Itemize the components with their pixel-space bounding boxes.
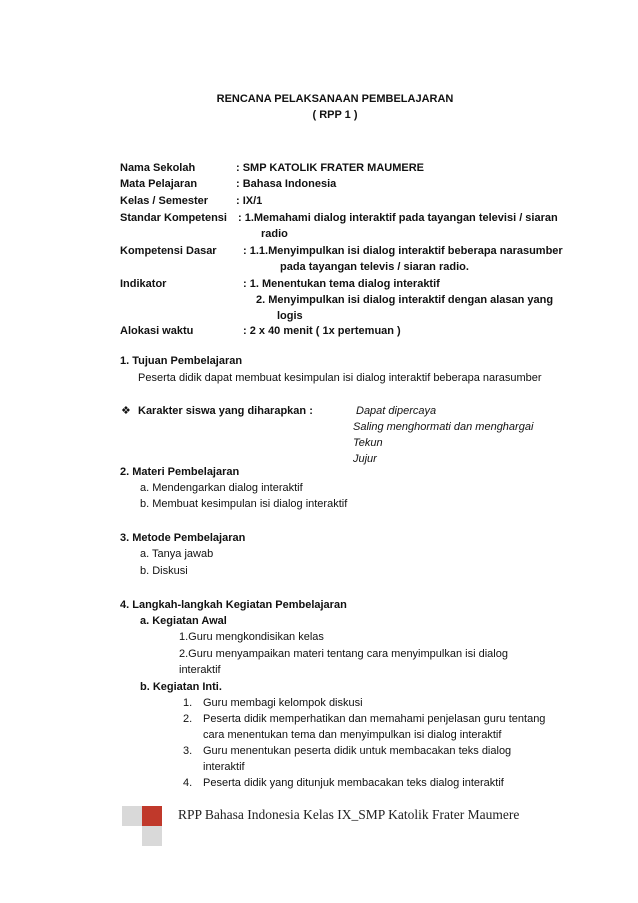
inti-item-text: Peserta didik yang ditunjuk membacakan teks dialog interaktif [203, 777, 504, 789]
value-kompetensi-dasar-cont: pada tayangan televis / siaran radio. [280, 261, 469, 273]
value-standar-kompetensi: : 1.Memahami dialog interaktif pada tayangan televisi / siaran [238, 212, 558, 224]
karakter-item: Dapat dipercaya [356, 405, 437, 417]
footer-grey-square [122, 806, 142, 826]
label-kompetensi-dasar: Kompetensi Dasar [120, 245, 217, 257]
karakter-item: Saling menghormati dan menghargai [353, 421, 534, 433]
kegiatan-awal-item: 1.Guru mengkondisikan kelas [179, 631, 324, 643]
value-indikator: : 1. Menentukan tema dialog interaktif [243, 278, 440, 290]
inti-item-text: Guru menentukan peserta didik untuk membacakan teks dialog [203, 745, 512, 757]
value-mata-pelajaran: : Bahasa Indonesia [236, 178, 337, 190]
footer-red-square [142, 806, 162, 826]
value-alokasi-waktu: : 2 x 40 menit ( 1x pertemuan ) [243, 325, 401, 337]
inti-item-text: Guru membagi kelompok diskusi [203, 697, 363, 709]
diamond-bullet-icon: ❖ [121, 404, 131, 417]
inti-item-number: 2. [183, 713, 193, 725]
kegiatan-awal-item: 2.Guru menyampaikan materi tentang cara menyimpulkan isi dialog [179, 648, 508, 660]
label-alokasi-waktu: Alokasi waktu [120, 325, 194, 337]
value-indikator-cont2: logis [277, 310, 303, 322]
inti-item-number: 4. [183, 777, 193, 789]
section-heading-langkah: 4. Langkah-langkah Kegiatan Pembelajaran [120, 599, 347, 611]
karakter-item: Tekun [353, 437, 383, 449]
inti-item-text: Peserta didik memperhatikan dan memahami penjelasan guru tentang [203, 713, 546, 725]
value-kompetensi-dasar: : 1.1.Menyimpulkan isi dialog interaktif beberapa narasumber [243, 245, 563, 257]
value-standar-kompetensi-cont: radio [261, 228, 288, 240]
page-subtitle: ( RPP 1 ) [312, 109, 358, 121]
value-indikator-cont: 2. Menyimpulkan isi dialog interaktif dengan alasan yang [256, 294, 554, 306]
section-heading-materi: 2. Materi Pembelajaran [120, 466, 240, 478]
label-indikator: Indikator [120, 278, 167, 290]
inti-item-number: 3. [183, 745, 193, 757]
section-heading-metode: 3. Metode Pembelajaran [120, 532, 246, 544]
inti-item-text-cont: interaktif [203, 761, 245, 773]
karakter-item: Jujur [353, 453, 377, 465]
karakter-label: Karakter siswa yang diharapkan : [138, 405, 313, 417]
inti-item-text-cont: cara menentukan tema dan menyimpulkan isi dialog interaktif [203, 729, 502, 741]
tujuan-text: Peserta didik dapat membuat kesimpulan isi dialog interaktif beberapa narasumber [138, 372, 542, 384]
page-title: RENCANA PELAKSANAAN PEMBELAJARAN [216, 93, 454, 105]
label-standar-kompetensi: Standar Kompetensi [120, 212, 227, 224]
label-mata-pelajaran: Mata Pelajaran [120, 178, 198, 190]
footer-grey-square [142, 826, 162, 846]
materi-item: b. Membuat kesimpulan isi dialog interaktif [140, 498, 348, 510]
materi-item: a. Mendengarkan dialog interaktif [140, 482, 303, 494]
kegiatan-awal-item-cont: interaktif [179, 664, 221, 676]
section-heading-tujuan: 1. Tujuan Pembelajaran [120, 355, 243, 367]
metode-item: b. Diskusi [140, 565, 188, 577]
label-kelas-semester: Kelas / Semester [120, 195, 209, 207]
value-nama-sekolah: : SMP KATOLIK FRATER MAUMERE [236, 162, 425, 174]
inti-item-number: 1. [183, 697, 193, 709]
label-nama-sekolah: Nama Sekolah [120, 162, 196, 174]
metode-item: a. Tanya jawab [140, 548, 214, 560]
kegiatan-inti-heading: b. Kegiatan Inti. [140, 681, 222, 693]
footer-text: RPP Bahasa Indonesia Kelas IX_SMP Katolik Frater Maumere [178, 807, 520, 822]
value-kelas-semester: : IX/1 [236, 195, 263, 207]
kegiatan-awal-heading: a. Kegiatan Awal [140, 615, 227, 627]
